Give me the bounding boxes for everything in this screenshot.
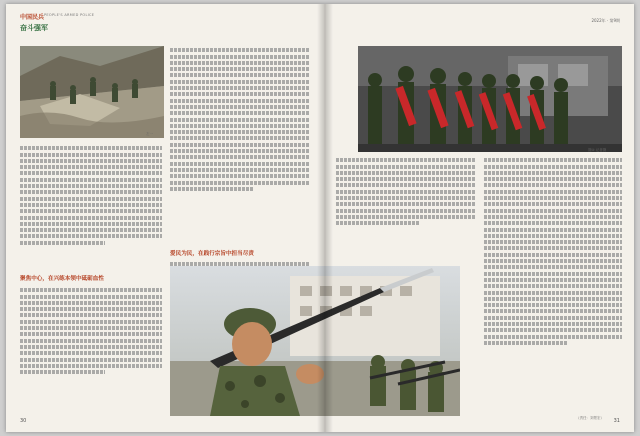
photo-caption-left: 左一 (146, 132, 153, 136)
subhead-focus-training: 聚焦中心，在兴练本领中砥砺血性 (20, 276, 104, 282)
issue-label: 2022年 · 第9期 (591, 18, 620, 23)
page-number-right: 31 (613, 418, 620, 424)
left-text-col1-top (20, 144, 162, 247)
magazine-brand-sub: PEOPLE'S ARMED POLICE (44, 13, 95, 17)
editor-credit: （责任：刘景宏） (576, 416, 604, 420)
photo-caption-right: 图④ 记者摄 (588, 148, 607, 152)
section-title: 奋斗强军 (20, 24, 48, 32)
left-text-col2 (170, 46, 310, 193)
photo-honor-hall (358, 46, 622, 152)
photo-bayonet-drill (170, 266, 460, 416)
right-text-col2 (484, 156, 622, 347)
magazine-brand: 中国民兵 (20, 14, 45, 21)
magazine-spread (6, 4, 634, 432)
page-number-left: 30 (20, 418, 27, 424)
photo-soldiers-mountain (20, 46, 164, 138)
left-text-col1-bottom (20, 286, 162, 376)
right-text-col1 (336, 156, 476, 228)
book-gutter (317, 4, 333, 432)
subhead-serve-people: 爱民为民，在践行宗旨中担当尽责 (170, 251, 254, 257)
